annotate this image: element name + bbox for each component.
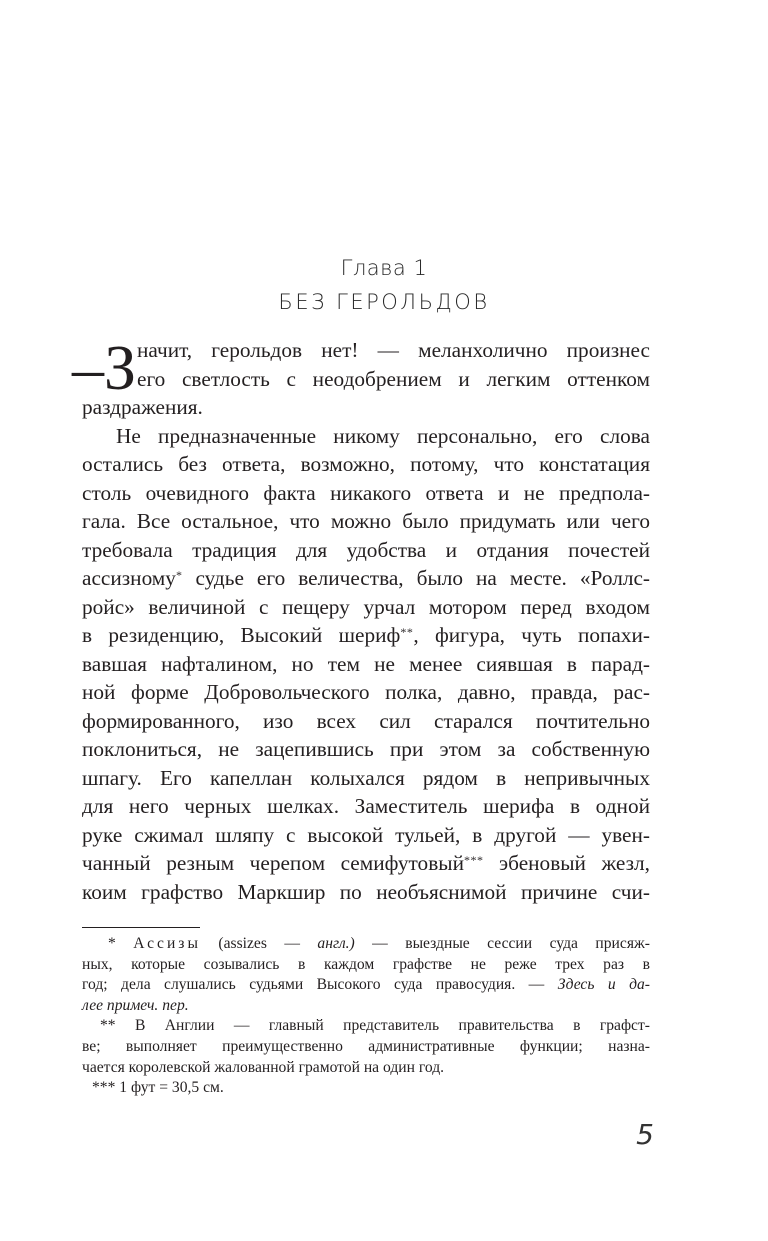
body-line <box>82 621 650 650</box>
drop-cap-dash: – <box>72 332 104 403</box>
footnote-1-text: — выездные сессии суда присяж- <box>372 935 650 952</box>
body-line: поклониться, не зацепившись при этом за собственную <box>82 737 650 761</box>
body-text-fragment: , фигура, чуть попахи- <box>413 623 650 647</box>
footnote-1-text: год; дела слушались судьями Высокого суда правосудия. — <box>82 976 545 994</box>
footnote-1-line <box>82 934 650 955</box>
footnote-3-line <box>82 1078 650 1099</box>
body-line: раздражения. <box>82 395 203 419</box>
footnote-1-line: ных, которые созывались в каждом графстве не реже трех раз в <box>82 955 650 973</box>
footnote-ref-3[interactable]: *** <box>463 853 484 867</box>
body-text-fragment: чанный резным черепом семифутовый <box>82 851 464 875</box>
footnote-1-line: лее примеч. пер. <box>82 996 189 1014</box>
body-line: Не предназначенные никому персонально, его слова <box>116 423 650 448</box>
body-line: требовала традиция для удобства и отдания почестей <box>82 537 650 562</box>
body-line: ройс» величиной с пещеру урчал мотором перед входом <box>82 594 650 619</box>
footnote-2-mark: ** <box>100 1017 116 1035</box>
footnote-1-italic: Здесь и да- <box>557 976 650 994</box>
body-text-fragment: ассизному <box>82 566 176 590</box>
page-number: 5 <box>636 1118 654 1151</box>
footnote-1-italic: англ.) <box>317 935 355 952</box>
body-line <box>82 564 650 593</box>
footnote-3-text: 1 фут = 30,5 см. <box>119 1079 224 1097</box>
footnote-1-term: Ассизы <box>133 935 201 952</box>
body-line: остались без ответа, возможно, потому, что констатация <box>82 452 650 476</box>
footnote-1-mark: * <box>108 935 116 952</box>
body-line <box>82 849 650 878</box>
footnote-1-line <box>82 975 650 996</box>
footnote-2-line <box>82 1016 650 1037</box>
body-text-fragment: судье его величества, было на месте. «Роллс- <box>195 566 650 590</box>
chapter-title: БЕЗ ГЕРОЛЬДОВ <box>278 290 490 314</box>
body-text <box>72 332 650 906</box>
body-line: руке сжимал шляпу с высокой тульей, в другой — увен- <box>82 822 650 847</box>
footnote-1-text: (assizes — <box>218 935 300 952</box>
footnote-ref-1[interactable]: * <box>175 568 183 582</box>
footnote-3-mark: *** <box>92 1079 116 1097</box>
body-line: столь очевидного факта никакого ответа и не предпола- <box>82 480 650 505</box>
chapter-number: Глава 1 <box>340 256 428 280</box>
body-line: ной форме Добровольческого полка, давно, правда, рас- <box>82 680 650 704</box>
body-line: для него черных шелках. Заместитель шерифа в одной <box>82 794 650 818</box>
body-text-fragment: в резиденцию, Высокий шериф <box>82 623 401 647</box>
drop-cap-letter: З <box>104 332 137 403</box>
footnote-ref-2[interactable]: ** <box>400 625 414 639</box>
body-line: гала. Все остальное, что можно было придумать или чего <box>82 509 650 533</box>
body-line: его светлость с неодобрением и легким оттенком <box>137 366 650 391</box>
body-line: формированного, изо всех сил старался почтительно <box>82 708 650 733</box>
drop-cap <box>72 332 137 403</box>
body-text-fragment: эбеновый жезл, <box>499 851 650 875</box>
footnote-2-line: ве; выполняет преимущественно административные функции; назна- <box>82 1037 650 1055</box>
footnote-2-text: В Англии — главный представитель правительства в графст- <box>135 1017 650 1035</box>
body-line: начит, герольдов нет! — меланхолично произнес <box>137 338 650 362</box>
body-line: коим графство Маркшир по необъяснимой причине счи- <box>82 879 650 904</box>
body-line: шпагу. Его капеллан колыхался рядом в непривычных <box>82 765 650 790</box>
footnote-2-line: чается королевской жалованной грамотой на один год. <box>82 1058 445 1076</box>
footnotes <box>82 934 650 1099</box>
footnote-divider <box>82 927 200 928</box>
body-line: вавшая нафталином, но тем не менее сиявшая в парад- <box>82 651 650 676</box>
